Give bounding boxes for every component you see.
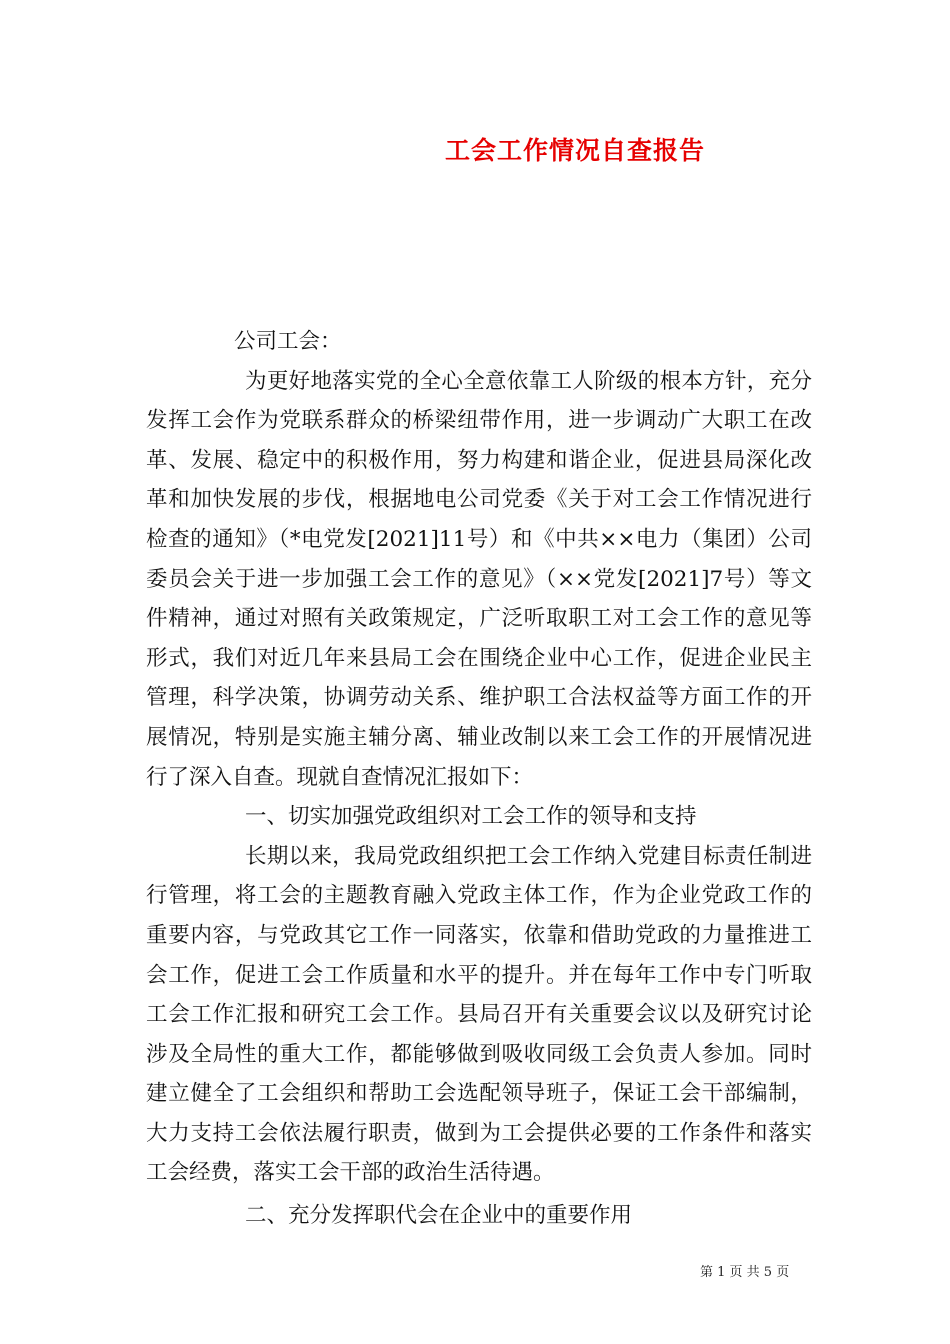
paragraph-section-1: 长期以来，我局党政组织把工会工作纳入党建目标责任制进行管理，将工会的主题教育融入党政主体工作，作为企业党政工作的重要内容，与党政其它工作一同落实，依靠和借助党政的力量推进工会工作，促进工会工作质量和水平的提升。并在每年工作中专门听取工会工作汇报和研究工会工作。县局召开有关重要会议以及研究讨论涉及全局性的重大工作，都能够做到吸收同级工会负责人参加。同时建立健全了工会组织和帮助工会选配领导班子，保证工会干部编制，大力支持工会依法履行职责，做到为工会提供必要的工作条件和落实工会经费，落实工会干部的政治生活待遇。 (146, 843, 812, 1186)
page-number-footer: 第 1 页 共 5 页 (700, 1265, 790, 1280)
document-title: 工会工作情况自查报告 (444, 136, 705, 165)
section-heading-2: 二、充分发挥职代会在企业中的重要作用 (245, 1203, 633, 1229)
paragraph-intro: 为更好地落实党的全心全意依靠工人阶级的根本方针，充分发挥工会作为党联系群众的桥梁纽带作用，进一步调动广大职工在改革、发展、稳定中的积极作用，努力构建和谐企业，促进县局深化改革和加快发展的步伐，根据地电公司党委《关于对工会工作情况进行检查的通知》（*电党发[2021]11号）和《中共××电力（集团）公司委员会关于进一步加强工会工作的意见》（××党发[2021]7号）等文件精神，通过对照有关政策规定，广泛听取职工对工会工作的意见等形式，我们对近几年来县局工会在围绕企业中心工作，促进企业民主管理，科学决策，协调劳动关系、维护职工合法权益等方面工作的开展情况，特别是实施主辅分离、辅业改制以来工会工作的开展情况进行了深入自查。现就自查情况汇报如下： (146, 368, 812, 790)
section-heading-1: 一、切实加强党政组织对工会工作的领导和支持 (245, 804, 697, 830)
document-body (146, 322, 812, 1236)
salutation: 公司工会： (234, 329, 342, 354)
